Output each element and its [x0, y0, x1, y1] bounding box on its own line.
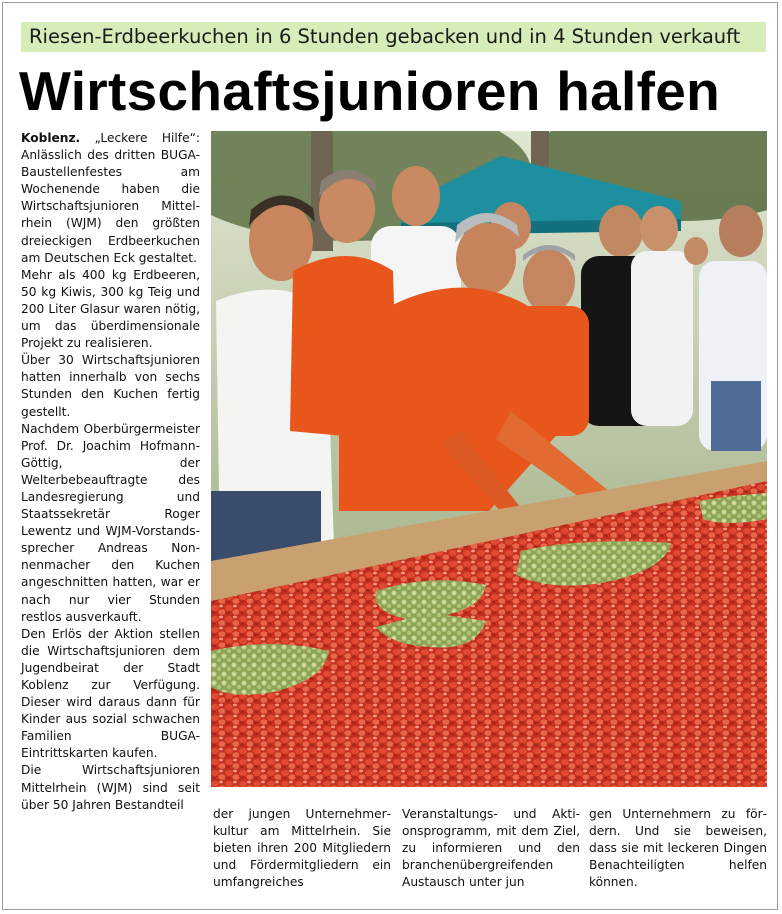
- article-column-bottom-1: [213, 806, 391, 891]
- paragraph-1: [21, 130, 200, 267]
- paragraph-1-text: „Leckere Hilfe“: Anlässlich des dritten BUGA-Baustellenfestes am Wochenende haben die Wirtschaftsjunioren Mittelrhein (WJM) den größten dreieckigen Erdbeerkuchen am Deutschen Eck gestaltet.: [21, 131, 200, 265]
- kicker-bar: Riesen-Erdbeerkuchen in 6 Stunden gebacken und in 4 Stunden verkauft: [21, 22, 766, 52]
- paragraph-6: Die Wirtschaftsjunioren Mittelrhein (WJM) sind seit über 50 Jahren Bestandteil: [21, 763, 200, 812]
- bottom-column-2-text: Veranstaltungs- und Aktionsprogramm, mit dem Ziel, zu informieren und den branchenübergreifenden Austausch unter jun: [402, 807, 580, 890]
- paragraph-4: Nachdem Oberbürgermeister Prof. Dr. Joachim Hofmann-Göttig, der Welterbebeauftragte des Landesregierung und Staatssekretär Roger Lewentz und WJM-Vorstandssprecher Andreas Nonnenmacher den Kuchen angeschnitten hatten, war er nach nur vier Stunden restlos ausverkauft.: [21, 421, 200, 624]
- press-photo: [211, 131, 767, 787]
- dateline: Koblenz.: [21, 131, 81, 145]
- paragraph-5: Den Erlös der Aktion stellen die Wirtschaftsjunioren dem Jugendbeirat der Stadt Koblenz zur Verfügung. Dieser wird daraus dann für Kinder aus sozial schwachen Familien BUGA- Eintrittskarten kaufen.: [21, 626, 200, 761]
- paragraph-2: Mehr als 400 kg Erdbeeren, 50 kg Kiwis, 300 kg Teig und 200 Liter Glasur waren nötig, um das überdimensionale Projekt zu realisieren.: [21, 267, 200, 351]
- press-photo-illustration: [211, 131, 767, 787]
- paragraph-3: Über 30 Wirtschaftsjunioren hatten innerhalb von sechs Stunden den Kuchen fertig gestellt.: [21, 353, 200, 419]
- crowd-right: [581, 205, 767, 451]
- bottom-column-3-text: gen Unternehmern zu fördern. Und sie beweisen, dass sie mit leckeren Dingen Benachteiligten helfen können.: [589, 807, 767, 890]
- article-column-bottom-2: [402, 806, 580, 891]
- newspaper-clipping: [2, 2, 778, 910]
- headline: Wirtschaftsjunioren halfen: [19, 60, 720, 122]
- article-column-left: [21, 130, 200, 814]
- bottom-column-1-text: der jungen Unternehmerkultur am Mittelrhein. Sie bieten ihren 200 Mitgliedern und Fördermitgliedern ein umfangreiches: [213, 807, 391, 890]
- article-column-bottom-3: [589, 806, 767, 891]
